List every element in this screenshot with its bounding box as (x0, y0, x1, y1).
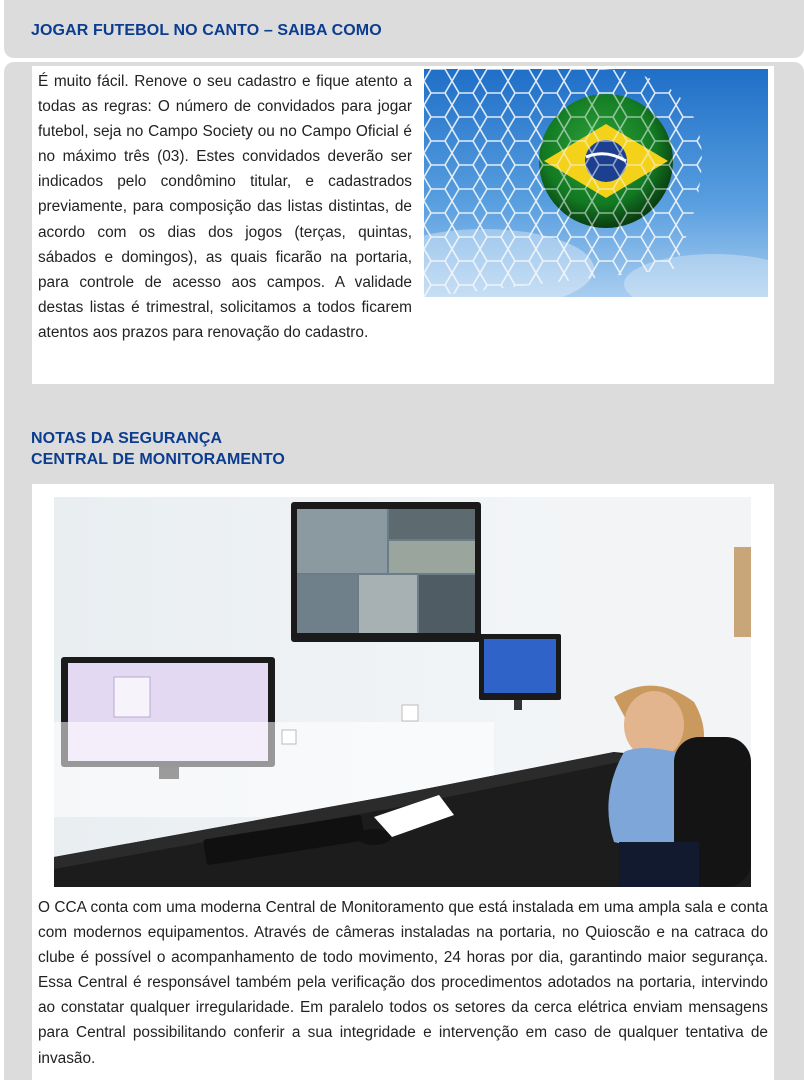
monitoramento-text: O CCA conta com uma moderna Central de Monitoramento que está instalada em uma ampla sala e conta com modernos equipamentos. Através de câmeras instaladas na portaria, no Quioscão e na catraca do clube é possível o acompanhamento de todo movimento, 24 horas por dia, garantindo maior segurança. Essa Central é responsável também pela verificação dos procedimentos adotados na portaria, intervindo ao constatar qualquer irregularidade. Em paralelo todos os setores da cerca elétrica enviam mensagens para Central possibilitando conferir a sua integridade e intervenção em caso de qualquer tentativa de invasão. (38, 899, 768, 1067)
futebol-text: É muito fácil. Renove o seu cadastro e fique atento a todas as regras: O número de convidados para jogar futebol, seja no Campo Society ou no Campo Oficial é no máximo três (03). Estes convidados deverão ser indicados pelo condômino titular, e cadastrados previamente, para composição das listas distintas, de acordo com os dias dos jogos (terças, quintas, sábados e domingos), as quais ficarão na portaria, para controle de acesso aos campos. A validade destas listas é trimestral, solicitamos a todos ficarem atentos aos prazos para renovação do cadastro. (38, 73, 412, 341)
section-title-seguranca (31, 428, 285, 470)
futebol-card (32, 66, 774, 384)
section-title-line2: CENTRAL DE MONITORAMENTO (31, 451, 285, 468)
brazil-flag-ball-in-net-photo (424, 69, 768, 297)
monitoring-room-photo (54, 497, 751, 887)
section-title-line1: NOTAS DA SEGURANÇA (31, 430, 223, 447)
section-title-futebol: JOGAR FUTEBOL NO CANTO – SAIBA COMO (31, 22, 382, 39)
monitoramento-card (32, 484, 774, 1080)
